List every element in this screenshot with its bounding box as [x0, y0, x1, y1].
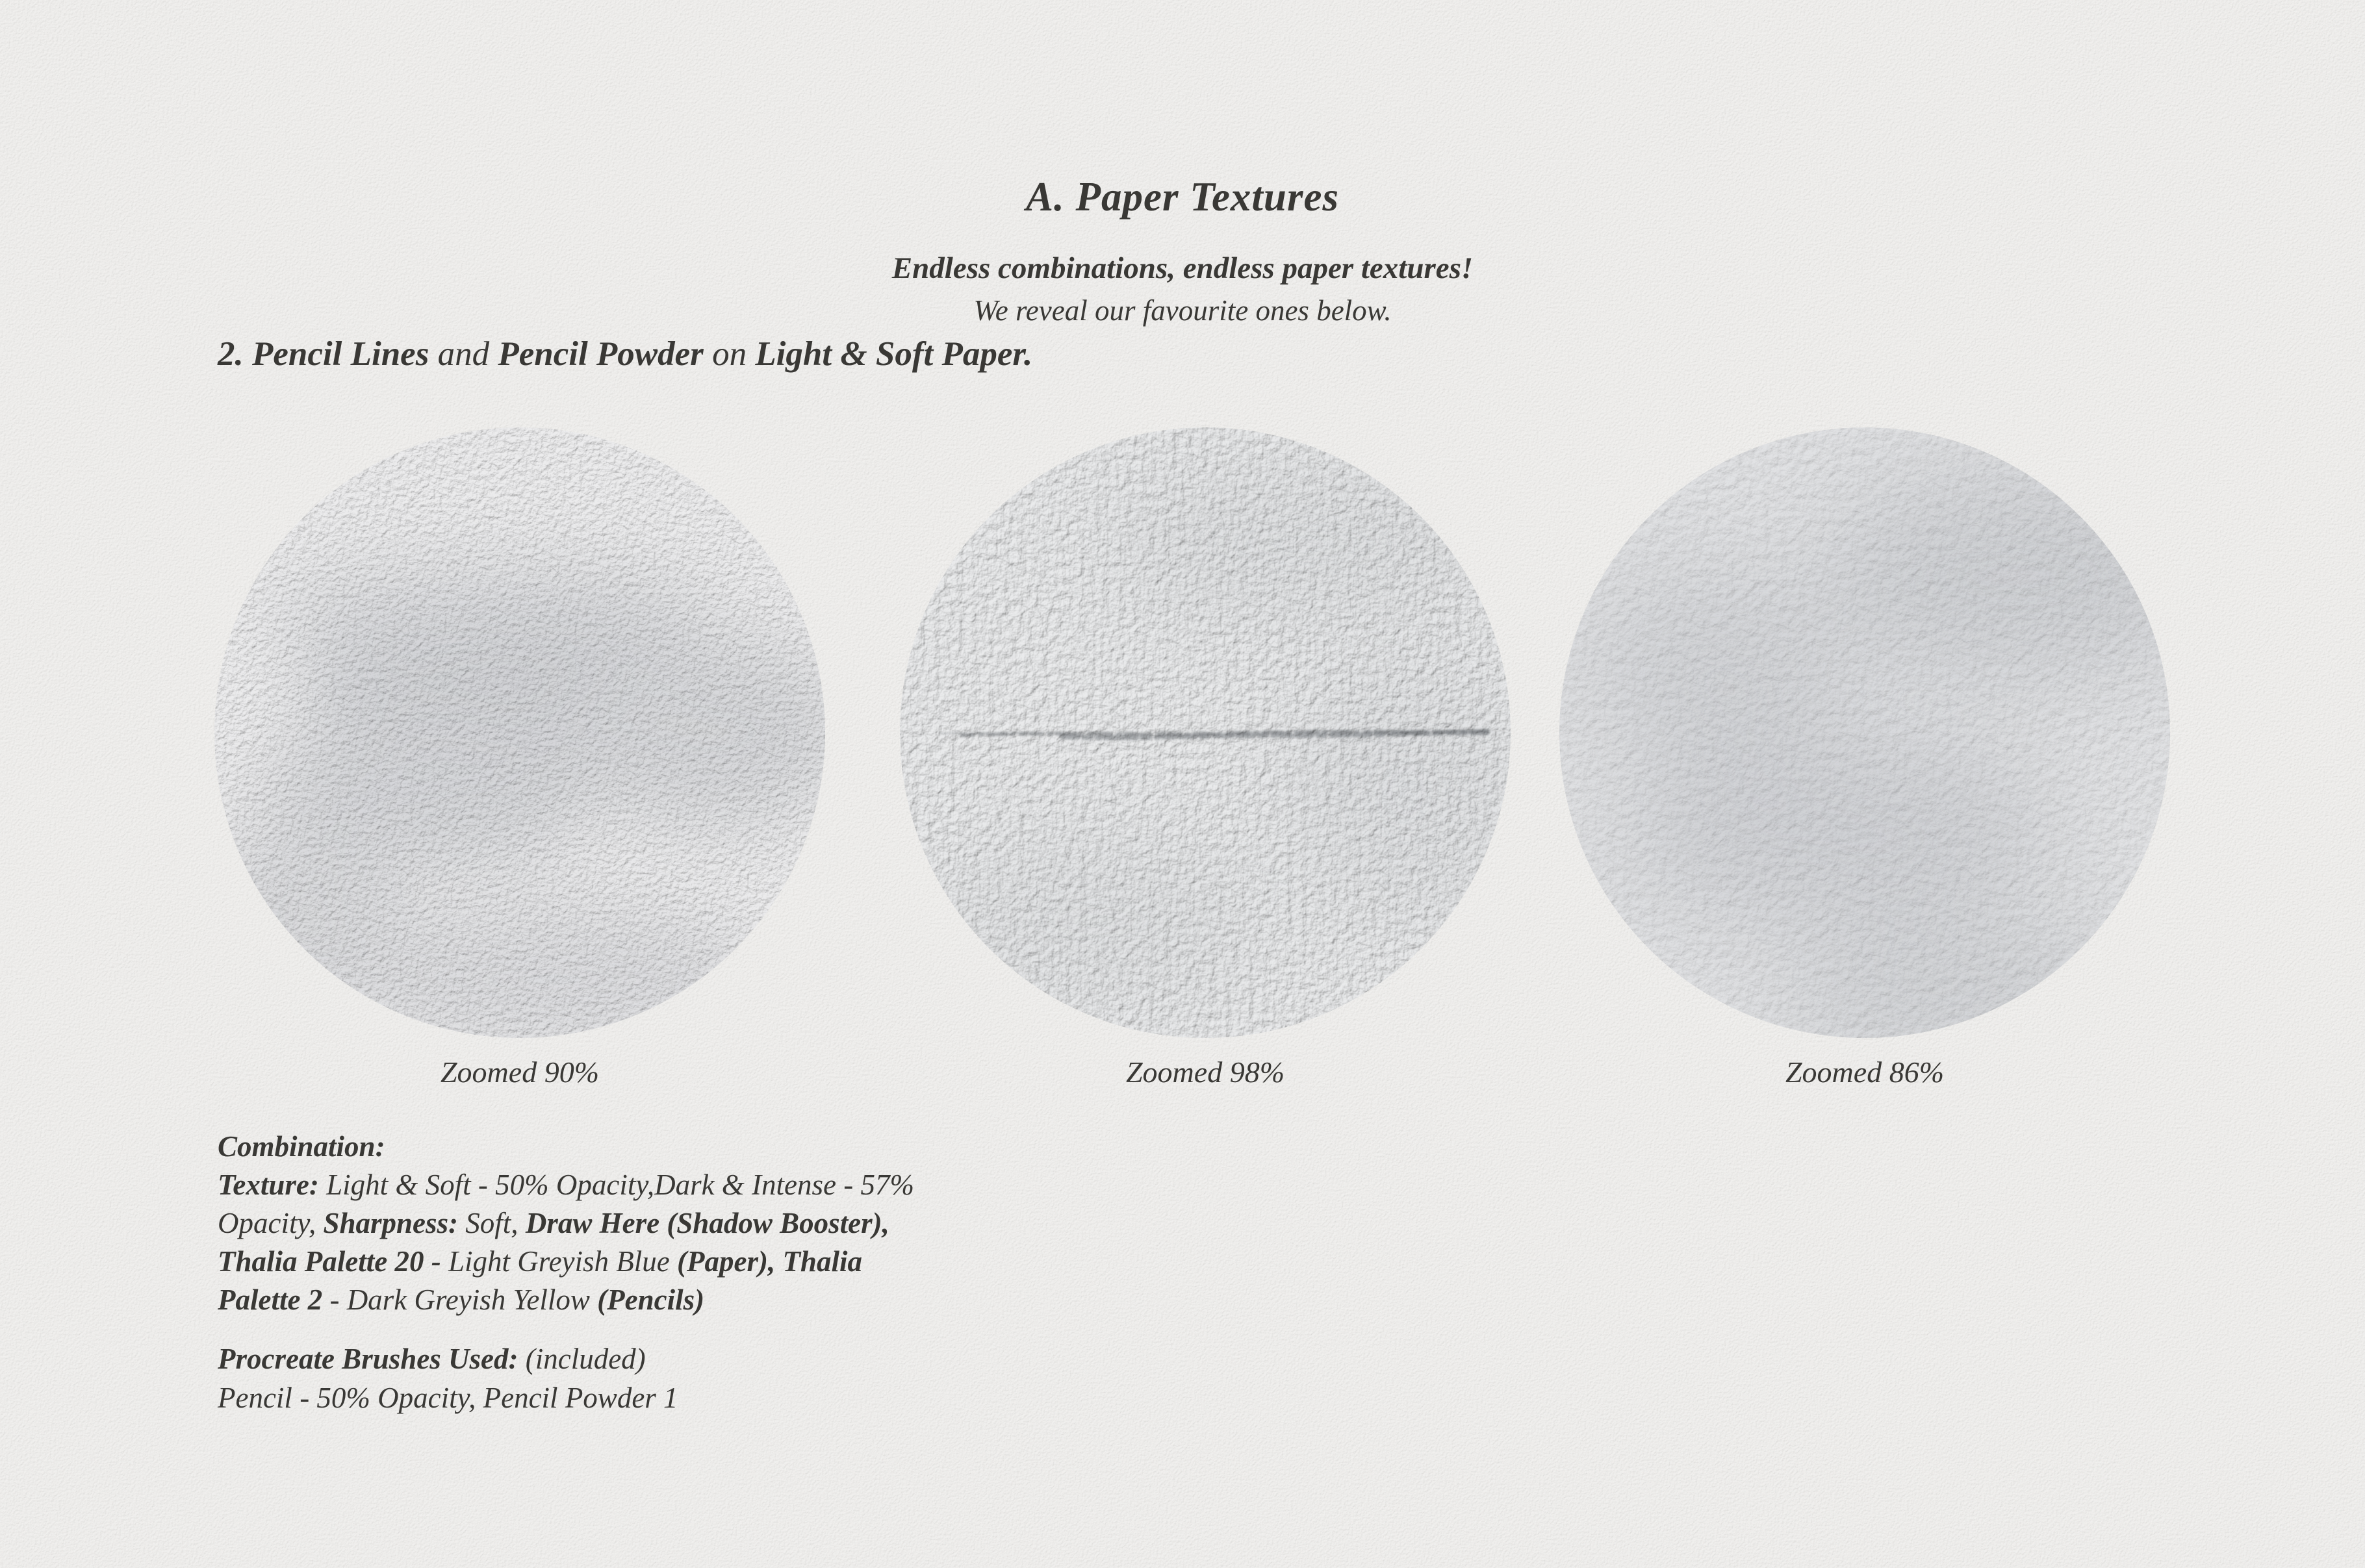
paper-texture-circle-2	[900, 427, 1511, 1038]
sample-caption-2: Zoomed 98%	[1125, 1056, 1285, 1089]
combination-line: Opacity, Sharpness: Soft, Draw Here (Shadow Booster),	[218, 1207, 889, 1239]
texture-sample-1	[214, 427, 825, 1089]
texture-sample-2	[900, 427, 1511, 1089]
section-heading-part: 2. Pencil Lines	[218, 335, 438, 373]
combination-heading: Combination:	[218, 1130, 385, 1163]
combination-block	[218, 1128, 914, 1319]
section-heading-part: Light & Soft Paper.	[755, 335, 1033, 373]
subtitle-line-note: We reveal our favourite ones below.	[973, 294, 1392, 327]
section-heading-part: and	[437, 335, 498, 373]
section-heading-part: Pencil Powder	[498, 335, 713, 373]
sample-caption-1: Zoomed 90%	[440, 1056, 600, 1089]
section-heading	[218, 335, 1032, 373]
combination-line: Thalia Palette 20 - Light Greyish Blue (Paper), Thalia	[218, 1245, 862, 1278]
paper-texture-circle-3	[1559, 427, 2170, 1038]
sample-caption-3: Zoomed 86%	[1785, 1056, 1945, 1089]
brushes-heading-line: Procreate Brushes Used: (included)	[218, 1343, 646, 1375]
texture-sample-3	[1559, 427, 2170, 1089]
paper-texture-circle-1	[214, 427, 825, 1038]
combination-line: Texture: Light & Soft - 50% Opacity,Dark & Intense - 57%	[218, 1169, 914, 1201]
combination-line: Palette 2 - Dark Greyish Yellow (Pencils)	[218, 1283, 705, 1316]
brushes-detail-line: Pencil - 50% Opacity, Pencil Powder 1	[218, 1382, 678, 1414]
section-heading-part: on	[712, 335, 756, 373]
page-title: A. Paper Textures	[1026, 174, 1339, 220]
brushes-block	[218, 1339, 678, 1417]
subtitle-line-bold: Endless combinations, endless paper textures!	[891, 251, 1474, 285]
